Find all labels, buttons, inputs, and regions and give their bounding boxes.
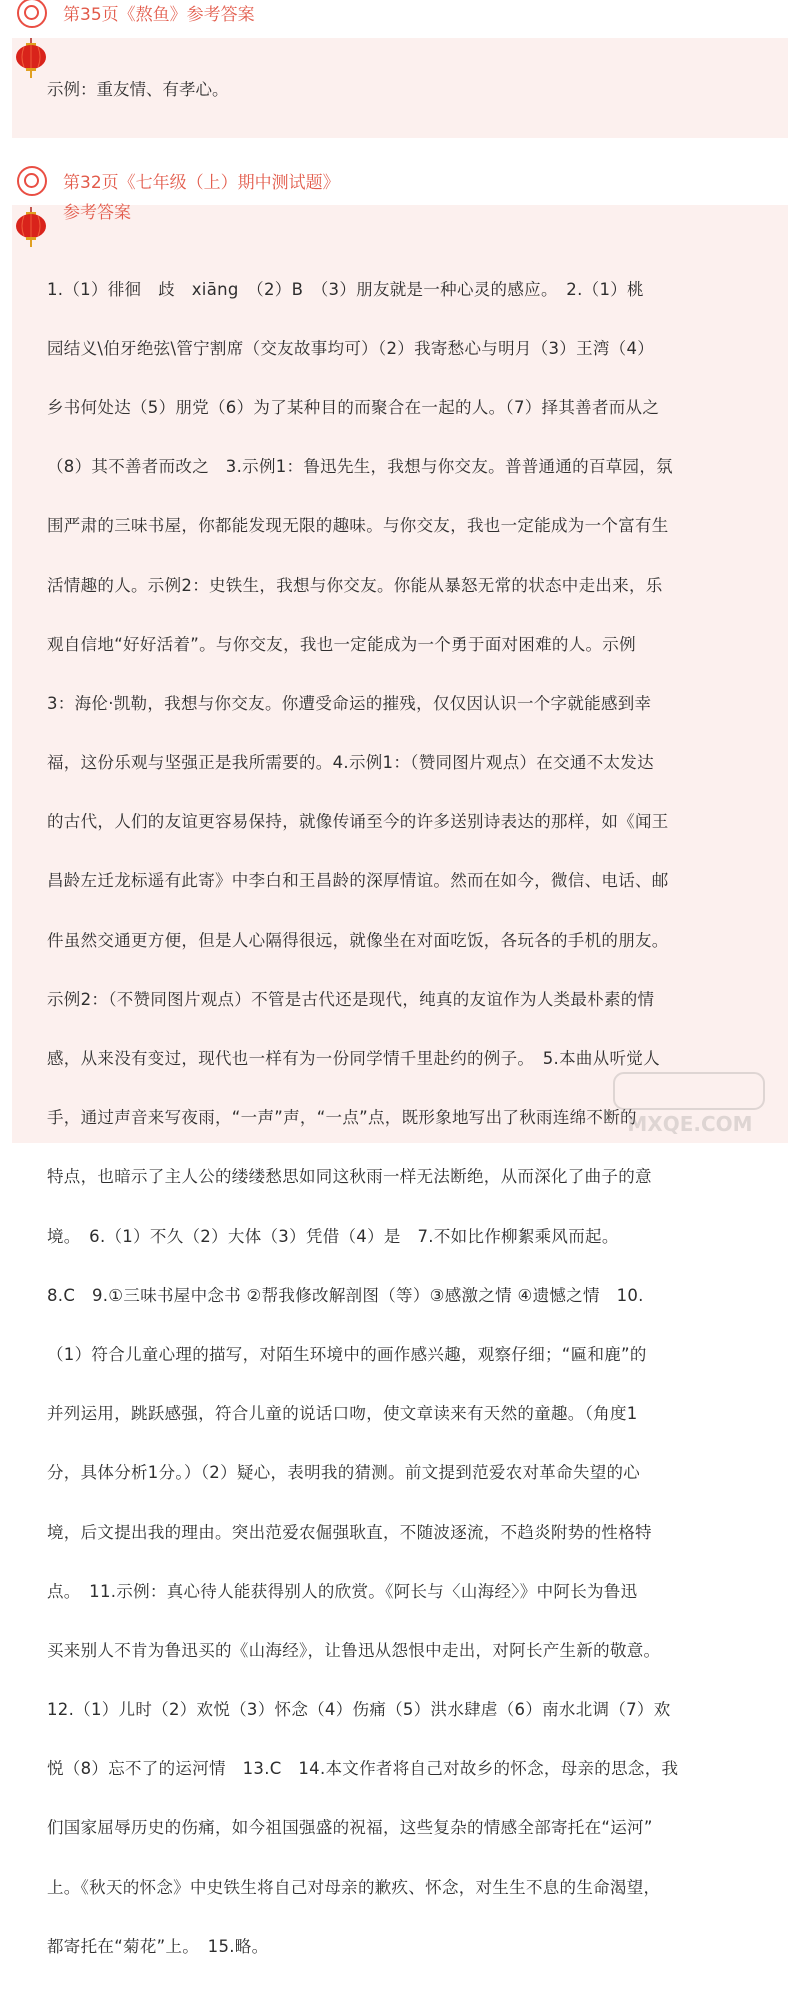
section-1-answer: 示例：重友情、有孝心。 bbox=[47, 80, 229, 99]
answer-line: 3：海伦·凯勒，我想与你交友。你遭受命运的摧残，仅仅因认识一个字就能感到幸 bbox=[47, 693, 652, 713]
answer-line: 并列运用，跳跃感强，符合儿童的说话口吻，使文章读来有天然的童趣。（角度1 bbox=[47, 1404, 638, 1424]
answer-line: 特点，也暗示了主人公的缕缕愁思如同这秋雨一样无法断绝，从而深化了曲子的意 bbox=[47, 1167, 652, 1187]
answer-line: 8.C 9.①三味书屋中念书 ②帮我修改解剖图（等）③感激之情 ④遗憾之情 10. bbox=[47, 1285, 644, 1305]
watermark-logo bbox=[610, 1069, 770, 1139]
watermark-icon bbox=[610, 1069, 770, 1139]
answer-line: 感，从来没有变过，现代也一样有为一份同学情千里赴约的例子。 5.本曲从听觉人 bbox=[47, 1049, 660, 1069]
answer-line: 1.（1）徘徊 歧 xiāng （2）B （3）朋友就是一种心灵的感应。 2.（1）桃 bbox=[47, 279, 644, 299]
answer-line: （8）其不善者而改之 3.示例1：鲁迅先生，我想与你交友。普普通通的百草园，氛 bbox=[47, 457, 673, 477]
answer-line: 都寄托在“菊花”上。 15.略。 bbox=[47, 1936, 269, 1956]
answer-line: 手，通过声音来写夜雨，“一声”声，“一点”点，既形象地写出了秋雨连绵不断的 bbox=[47, 1108, 637, 1128]
section-1-heading: 第35页《熬鱼》参考答案 bbox=[63, 5, 255, 25]
answer-line: 12.（1）儿时（2）欢悦（3）怀念（4）伤痛（5）洪水肆虐（6）南水北调（7）欢 bbox=[47, 1700, 671, 1720]
answer-line: 园结义\伯牙绝弦\管宁割席（交友故事均可）（2）我寄愁心与明月（3）王湾（4） bbox=[47, 338, 655, 358]
answer-line: 境。 6.（1）不久（2）大体（3）凭借（4）是 7.不如比作柳絮乘风而起。 bbox=[47, 1226, 619, 1246]
watermark-text: MXQE.COM bbox=[627, 1112, 753, 1136]
answer-line: （1）符合儿童心理的描写，对陌生环境中的画作感兴趣，观察仔细；“匾和鹿”的 bbox=[47, 1344, 647, 1364]
answer-line: 境，后文提出我的理由。突出范爱农倔强耿直，不随波逐流，不趋炎附势的性格特 bbox=[47, 1522, 652, 1542]
answer-line: 分，具体分析1分。）（2）疑心，表明我的猜测。前文提到范爱农对革命失望的心 bbox=[47, 1463, 641, 1483]
answer-line: 围严肃的三味书屋，你都能发现无限的趣味。与你交友，我也一定能成为一个富有生 bbox=[47, 516, 669, 536]
answer-line: 昌龄左迁龙标遥有此寄》中李白和王昌龄的深厚情谊。然而在如今，微信、电话、邮 bbox=[47, 871, 669, 891]
answer-line: 买来别人不肯为鲁迅买的《山海经》，让鲁迅从怨恨中走出，对阿长产生新的敬意。 bbox=[47, 1640, 661, 1660]
answer-line: 上。《秋天的怀念》中史铁生将自己对母亲的歉疚、怀念，对生生不息的生命渴望， bbox=[47, 1877, 661, 1897]
answer-line: 福，这份乐观与坚强正是我所需要的。4.示例1：（赞同图片观点）在交通不太发达 bbox=[47, 753, 654, 773]
answer-line: 点。 11.示例：真心待人能获得别人的欣赏。《阿长与〈山海经〉》中阿长为鲁迅 bbox=[47, 1581, 638, 1601]
answer-line: 们国家屈辱历史的伤痛，如今祖国强盛的祝福，这些复杂的情感全部寄托在“运河” bbox=[47, 1818, 653, 1838]
answer-line: 观自信地“好好活着”。与你交友，我也一定能成为一个勇于面对困难的人。示例 bbox=[47, 634, 636, 654]
answer-line: 示例2：（不赞同图片观点）不管是古代还是现代，纯真的友谊作为人类最朴素的情 bbox=[47, 989, 655, 1009]
answer-line: 悦（8）忘不了的运河情 13.C 14.本文作者将自己对故乡的怀念，母亲的思念，我 bbox=[47, 1759, 679, 1779]
section-2-subheading: 参考答案 bbox=[63, 203, 131, 223]
answer-line: 件虽然交通更方便，但是人心隔得很远，就像坐在对面吃饭，各玩各的手机的朋友。 bbox=[47, 930, 669, 950]
lantern-icon bbox=[14, 207, 48, 247]
answer-line: 活情趣的人。示例2：史铁生，我想与你交友。你能从暴怒无常的状态中走出来，乐 bbox=[47, 575, 663, 595]
answer-line: 乡书何处达（5）朋党（6）为了某种目的而聚合在一起的人。（7）择其善者而从之 bbox=[47, 397, 660, 417]
answer-line: 的古代，人们的友谊更容易保持，就像传诵至今的许多送别诗表达的那样，如《闻王 bbox=[47, 812, 669, 832]
section-2-heading: 第32页《七年级（上）期中测试题》 bbox=[63, 173, 340, 193]
circle-icon bbox=[17, 166, 47, 196]
